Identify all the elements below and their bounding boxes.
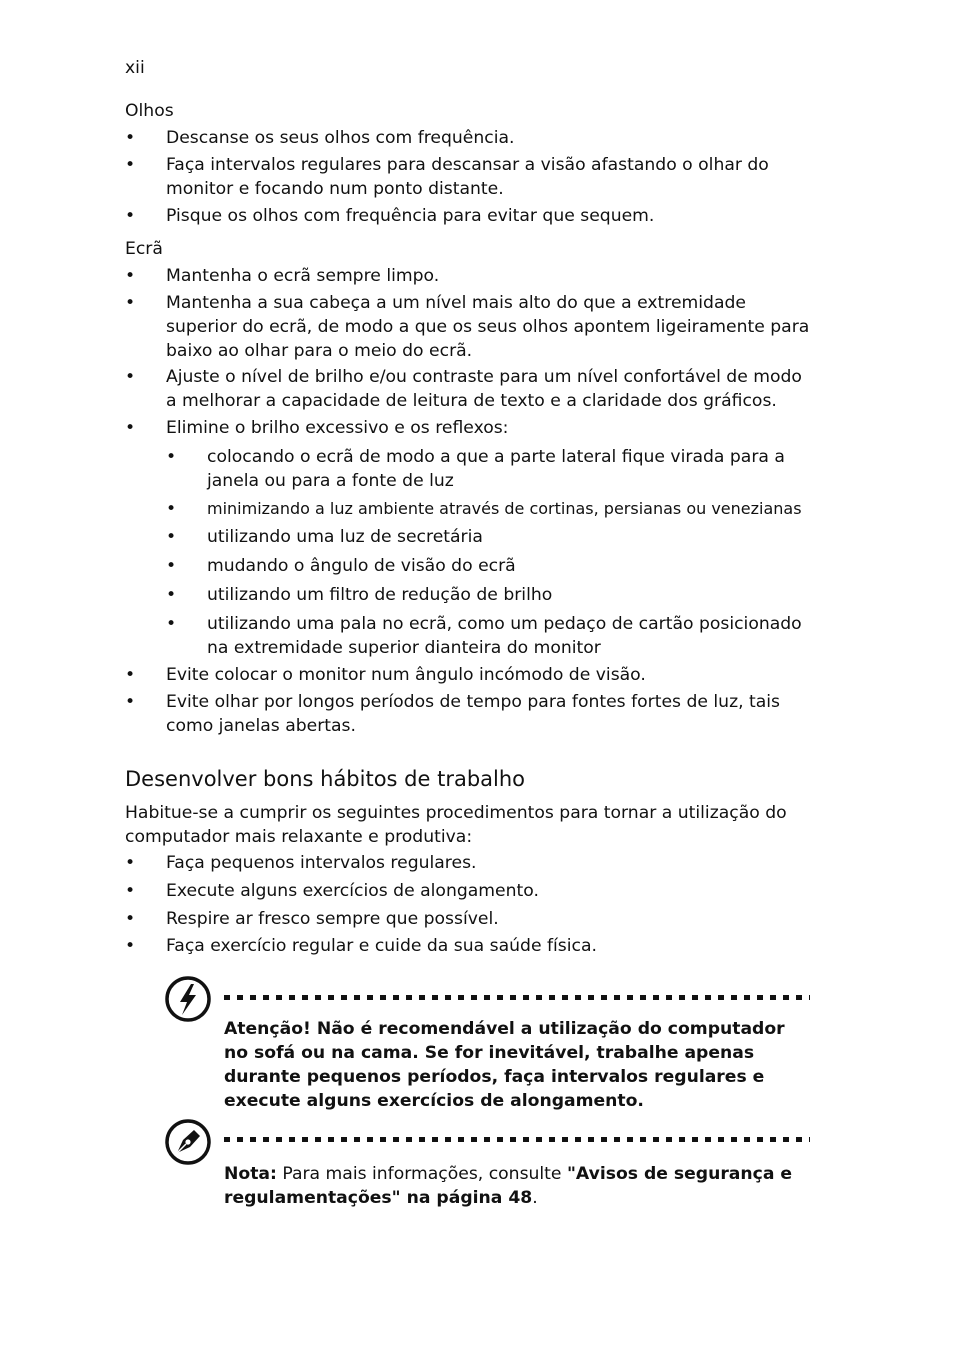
list-item-text: Mantenha o ecrã sempre limpo. <box>166 266 440 286</box>
list-item-text: Descanse os seus olhos com frequência. <box>166 128 515 148</box>
bullet-icon: • <box>125 206 136 226</box>
bullet-icon: • <box>166 614 177 634</box>
bullet-icon: • <box>125 266 136 286</box>
sub-list-item-text: mudando o ângulo de visão do ecrã <box>207 556 516 576</box>
lightning-bolt-icon <box>164 975 212 1023</box>
bullet-icon: • <box>125 418 136 438</box>
note-divider <box>224 995 810 1000</box>
list-item-text: Evite olhar por longos períodos de tempo para fontes fortes de luz, tais como janelas abertas. <box>166 692 781 736</box>
note-end: . <box>532 1188 538 1208</box>
list-item-text: Faça exercício regular e cuide da sua saúde física. <box>166 936 597 956</box>
cross-reference-link[interactable]: "Avisos de segurança e regulamentações" na página 48 <box>224 1164 793 1208</box>
bullet-icon: • <box>125 936 136 956</box>
bullet-icon: • <box>125 853 136 873</box>
bullet-icon: • <box>166 585 177 605</box>
bullet-icon: • <box>125 128 136 148</box>
sub-list-item-text: colocando o ecrã de modo a que a parte lateral fique virada para a janela ou para a fonte de luz <box>207 447 785 491</box>
screen-label: Ecrã <box>125 239 163 259</box>
bullet-icon: • <box>125 155 136 175</box>
list-item-text: Execute alguns exercícios de alongamento. <box>166 881 539 901</box>
list-item-text: Faça pequenos intervalos regulares. <box>166 853 477 873</box>
bullet-icon: • <box>166 556 177 576</box>
list-item-text: Evite colocar o monitor num ângulo incómodo de visão. <box>166 665 646 685</box>
page-number: xii <box>125 58 145 78</box>
bullet-icon: • <box>166 447 177 467</box>
sub-list-item-text: utilizando uma luz de secretária <box>207 527 483 547</box>
bullet-icon: • <box>125 909 136 929</box>
list-item-text: Elimine o brilho excessivo e os reflexos: <box>166 418 509 438</box>
bullet-icon: • <box>166 499 177 519</box>
note-body: Para mais informações, consulte <box>276 1164 567 1184</box>
sub-list-item-text: utilizando uma pala no ecrã, como um pedaço de cartão posicionado na extremidade superior dianteira do monitor <box>207 614 802 658</box>
note-label: Nota: <box>224 1164 277 1184</box>
list-item-text: Respire ar fresco sempre que possível. <box>166 909 499 929</box>
section-heading: Desenvolver bons hábitos de trabalho <box>125 767 526 791</box>
list-item-text: Faça intervalos regulares para descansar a visão afastando o olhar do monitor e focando num ponto distante. <box>166 155 769 199</box>
note-text <box>224 1162 814 1210</box>
sub-list-item-text: utilizando um filtro de redução de brilho <box>207 585 553 605</box>
list-item-text: Ajuste o nível de brilho e/ou contraste para um nível confortável de modo a melhorar a capacidade de leitura de texto e a claridade dos gráficos. <box>166 367 802 411</box>
bullet-icon: • <box>125 881 136 901</box>
warning-text: Atenção! Não é recomendável a utilização do computador no sofá ou na cama. Se for inevitável, trabalhe apenas durante pequenos períodos, faça intervalos regulares e execute alguns exercícios de alongamento. <box>224 1019 785 1111</box>
eyes-label: Olhos <box>125 101 174 121</box>
bullet-icon: • <box>125 665 136 685</box>
list-item-text: Mantenha a sua cabeça a um nível mais alto do que a extremidade superior do ecrã, de modo a que os seus olhos apontem ligeiramente para baixo ao olhar para o meio do ecrã. <box>166 293 810 361</box>
pen-nib-icon <box>164 1118 212 1166</box>
bullet-icon: • <box>166 527 177 547</box>
bullet-icon: • <box>125 293 136 313</box>
note-divider <box>224 1137 810 1142</box>
list-item-text: Pisque os olhos com frequência para evitar que sequem. <box>166 206 655 226</box>
bullet-icon: • <box>125 367 136 387</box>
intro-paragraph: Habitue-se a cumprir os seguintes procedimentos para tornar a utilização do computador mais relaxante e produtiva: <box>125 803 787 847</box>
bullet-icon: • <box>125 692 136 712</box>
sub-list-item-text: minimizando a luz ambiente através de cortinas, persianas ou venezianas <box>207 499 802 518</box>
